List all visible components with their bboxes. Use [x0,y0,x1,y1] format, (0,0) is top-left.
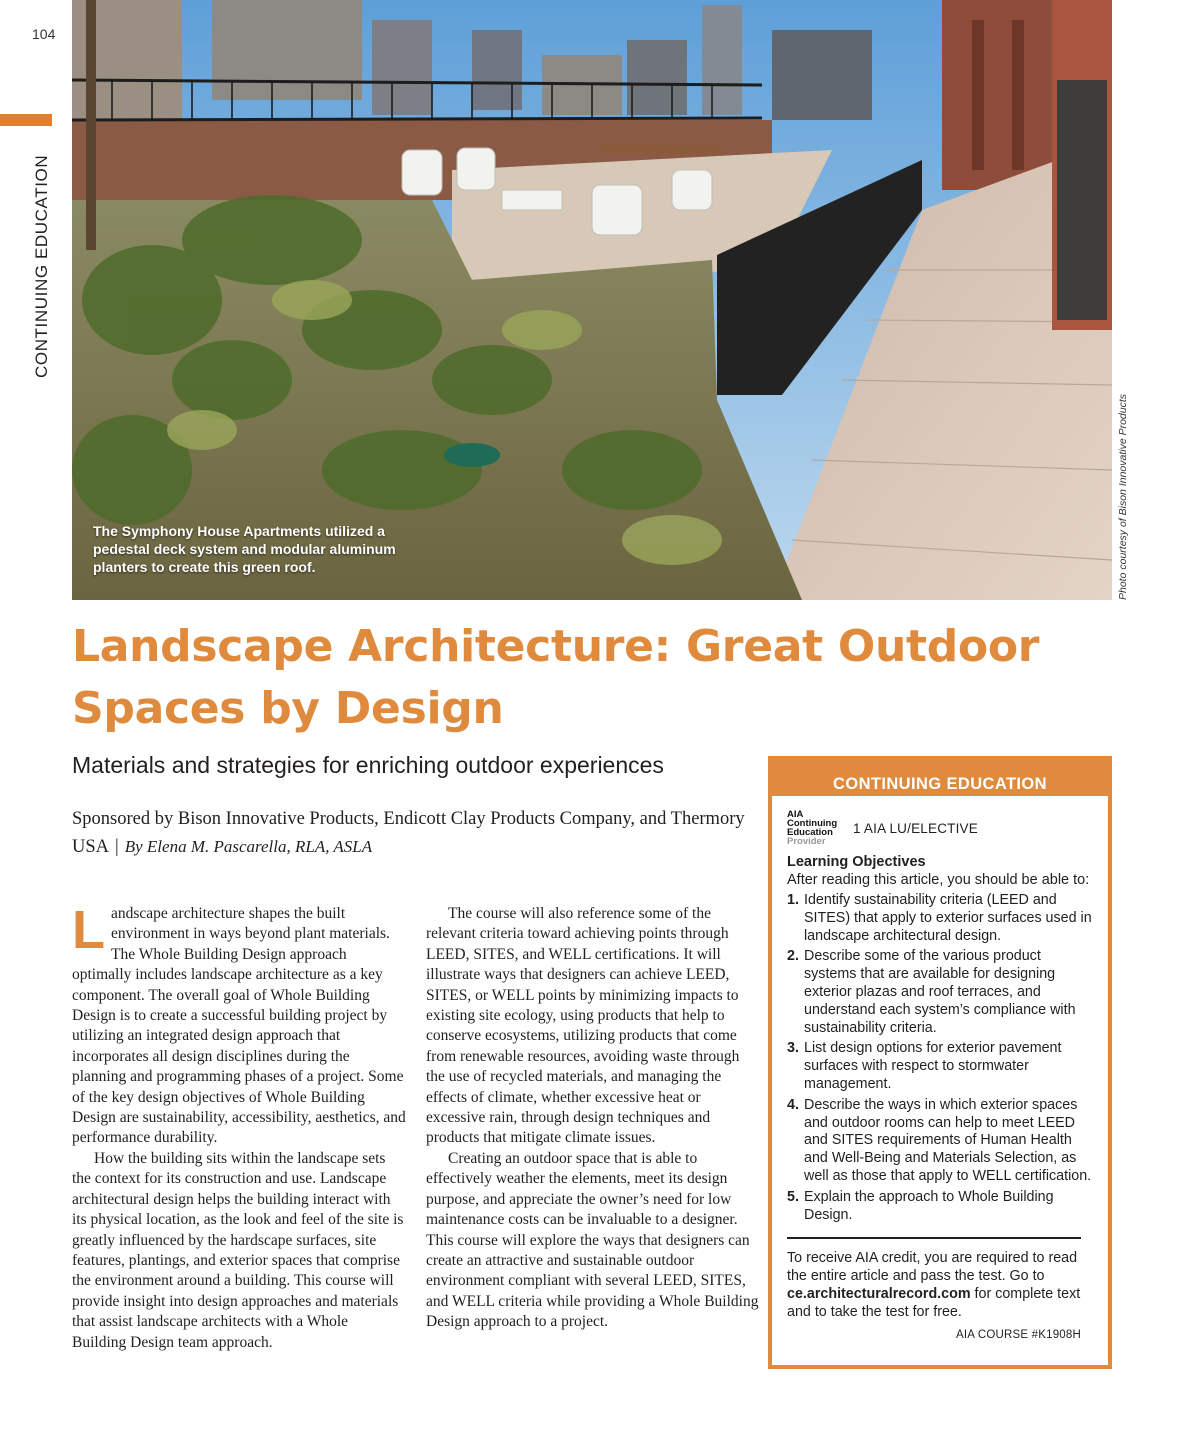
page-number: 104 [32,26,56,42]
objective-number: 5. [787,1188,799,1205]
section-label: CONTINUING EDUCATION [32,154,51,378]
course-number: AIA COURSE #K1908H [955,1329,1081,1342]
logo-line: Provider [787,836,826,847]
byline-separator: | [115,837,119,857]
credit-text: for complete text and to take the test for free. [787,1286,1081,1321]
continuing-education-box [768,756,1112,1369]
divider [787,1237,1081,1239]
objective-number: 4. [787,1096,799,1113]
objective-text: Describe the ways in which exterior spaces and outdoor rooms can help to meet LEED and SITES requirements of Human Health and Well-Being and Materials Selection, as well as those that apply to WELL certification. [804,1096,1092,1184]
objective-text: Describe some of the various product systems that are available for designing exterior plazas and roof terraces, and understand each system’s compliance with sustainability criteria. [804,948,1076,1036]
objective-item [787,892,1093,945]
photo-credit: Photo courtesy of Bison Innovative Products [1117,393,1129,600]
logo-line: AIA [787,809,804,820]
body-paragraph: Creating an outdoor space that is able to effectively weather the elements, meet its design purpose, and appreciate the owner’s need for low maintenance costs can be invaluable to a designer. This course will explore the ways that designers can create an attractive and sustainable outdoor environment compliant with several LEED, SITES, and WELL criteria while providing a Whole Building Design approach to a project. [426,1149,759,1331]
sponsor-text: Sponsored by Bison Innovative Products, Endicott Clay Products Company, and Thermory USA [72,809,745,857]
objective-item [787,1040,1093,1093]
objective-number: 2. [787,948,799,965]
sponsor-byline [72,806,752,861]
article-subtitle: Materials and strategies for enriching outdoor experiences [72,752,664,778]
credit-text: To receive AIA credit, you are required to read the entire article and pass the test. Go to [787,1250,1078,1285]
objective-number: 3. [787,1040,799,1057]
objective-text: List design options for exterior pavement surfaces with respect to stormwater management. [804,1040,1062,1092]
body-paragraph: How the building sits within the landscape sets the context for its construction and use. Landscape architectural design helps the building interact with its physical location, as the look and feel of the site is greatly influenced by the hardscape surfaces, site features, plantings, and exterior spaces that comprise the environment around a building. This course will provide insight into design approaches and materials that assist landscape architects with a Whole Building Design team approach. [72,1149,404,1351]
objectives-heading: Learning Objectives [787,854,926,870]
body-column-2 [426,904,760,1333]
section-tab-marker [0,114,52,126]
body-column-1 [72,900,406,1353]
objectives-intro: After reading this article, you should be able to: [787,872,1090,888]
paragraph-text: andscape architecture shapes the built environment in ways beyond plant materials. The Whole Building Design approach optimally includes landscape architecture as a key component. The overall goal of Whole Building Design is to create a successful building project by utilizing an integrated design approach that incorporates all design disciplines during the planning and programming phases of a project. Some of the key design objectives of Whole Building Design are sustainability, accessibility, aesthetics, and performance durability. [72,905,406,1147]
objective-item [787,1189,1093,1225]
author: By Elena M. Pascarella, RLA, ASLA [124,837,373,856]
ce-box-header: CONTINUING EDUCATION [768,756,1112,796]
aia-credit-row [787,810,1093,846]
objectives-list [787,892,1093,1224]
logo-line: Education [787,827,833,838]
objective-item [787,948,1093,1037]
logo-line: Continuing [787,818,838,829]
objective-text: Identify sustainability criteria (LEED and SITES) that apply to exterior surfaces used in landscape architectural design. [804,892,1092,944]
aia-provider-logo [787,810,847,846]
article-title: Landscape Architecture: Great Outdoor Spaces by Design [72,621,1040,734]
rooftop-garden-illustration [72,0,1112,600]
objective-item [787,1097,1093,1186]
photo-caption: The Symphony House Apartments utilized a pedestal deck system and modular aluminum planters to create this green roof. [93,523,396,575]
body-paragraph: The course will also reference some of the relevant criteria toward achieving points through LEED, SITES, and WELL certifications. It will illustrate ways that designers can achieve LEED, SITES, or WELL points by minimizing impacts to existing site ecology, using products that help to conserve ecosystems, utilizing products that come from renewable resources, avoiding waste through the use of recycled materials, and managing the effects of climate, whether excessive heat or excessive rain, through design techniques and products that mitigate climate issues. [426,905,740,1147]
hero-photo [72,0,1112,600]
credit-instructions [787,1249,1093,1321]
body-paragraph [72,900,406,1149]
course-link[interactable]: ce.architecturalrecord.com [787,1286,971,1303]
objective-number: 1. [787,892,799,908]
objective-text: Explain the approach to Whole Building Design. [804,1188,1054,1223]
drop-cap: L [72,900,105,960]
credit-units: 1 AIA LU/ELECTIVE [853,820,978,836]
